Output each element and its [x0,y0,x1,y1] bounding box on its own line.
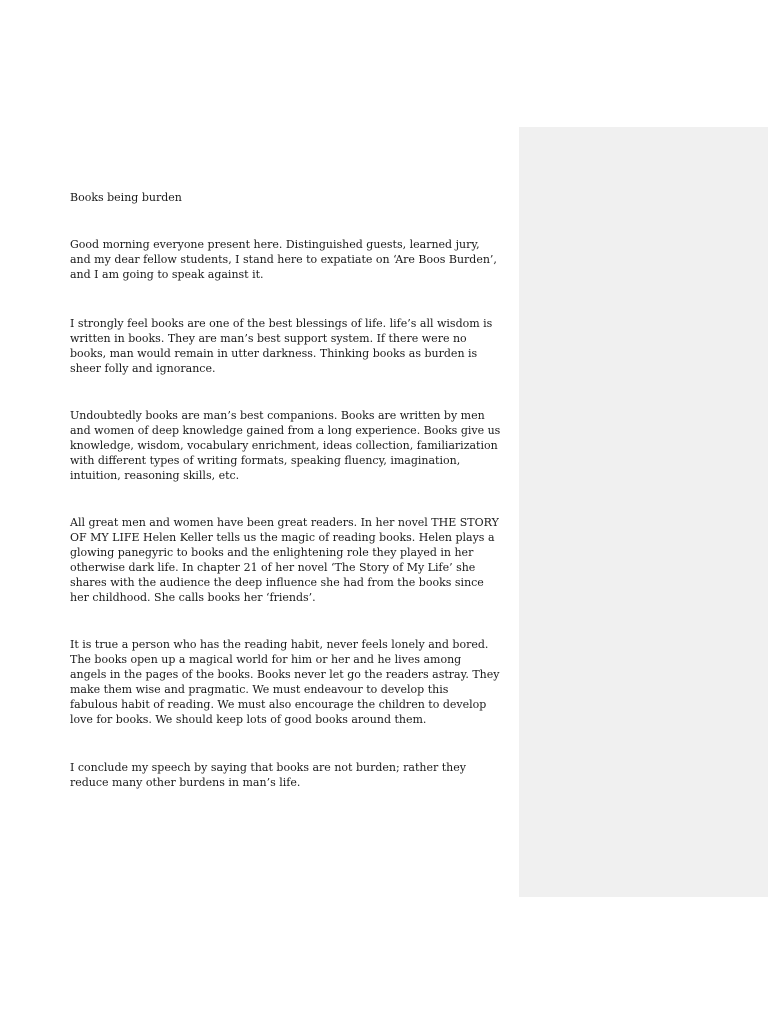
paragraph-blessings: I strongly feel books are one of the best blessings of life. life’s all wisdom is written in books. They are man’s best support system. If there were no books, man would remain in utter darkness. Thinking books as burden is sheer folly and ignorance. [70,317,493,375]
document-title: Books being burden [70,191,182,204]
paragraph-reading-habit: It is true a person who has the reading habit, never feels lonely and bored. The books open up a magical world for him or her and he lives among angels in the pages of the books. Books never let go the readers astray. They make them wise and pragmatic. We must endeavour to develop this fabulous habit of reading. We must also encourage the children to develop love for books. We should keep lots of good books around them. [70,638,500,726]
paragraph-great-readers: All great men and women have been great readers. In her novel THE STORY OF MY LIFE Helen Keller tells us the magic of reading books. Helen plays a glowing panegyric to books and the enlightening role they played in her otherwise dark life. In chapter 21 of her novel ‘The Story of My Life’ she shares with the audience the deep influence she had from the books since her childhood. She calls books her ‘friends’. [70,516,499,604]
comment-margin-pane [519,127,768,897]
document-body [70,190,510,789]
paragraph-conclusion: I conclude my speech by saying that books are not burden; rather they reduce many other burdens in man’s life. [70,761,466,789]
paragraph-companions: Undoubtedly books are man’s best companions. Books are written by men and women of deep knowledge gained from a long experience. Books give us knowledge, wisdom, vocabulary enrichment, ideas collection, familiarization with different types of writing formats, speaking fluency, imagination, intuition, reasoning skills, etc. [70,409,501,482]
paragraph-opening: Good morning everyone present here. Distinguished guests, learned jury, and my dear fellow students, I stand here to expatiate on ‘Are Boos Burden’, and I am going to speak against it. [70,238,497,281]
